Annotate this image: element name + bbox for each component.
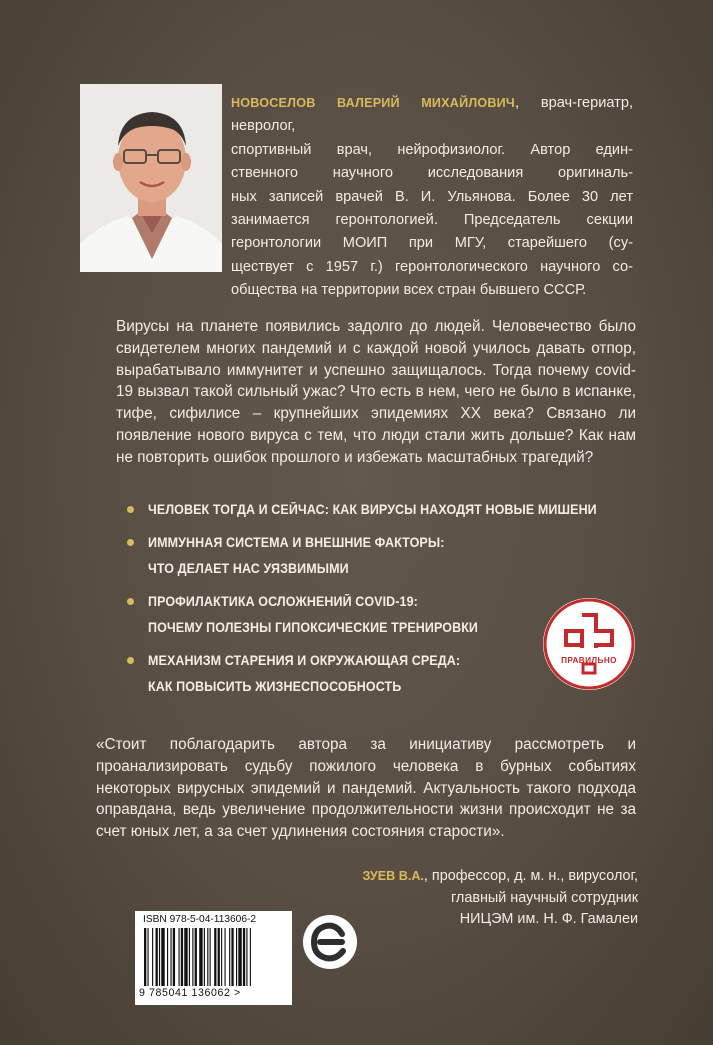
barcode-bar: [246, 928, 247, 986]
barcode-bar: [156, 928, 158, 986]
bio-line: ственного научного исследования оригиналь-: [231, 165, 633, 182]
barcode-icon: [143, 928, 285, 988]
bio-line: спортивный врач, нейрофизиолог. Автор един-: [231, 141, 633, 158]
barcode-bar: [231, 928, 233, 986]
author-bio: [231, 92, 633, 303]
barcode-bar: [147, 928, 148, 986]
barcode-bar: [189, 928, 190, 986]
topic-line: ПРОФИЛАКТИКА ОСЛОЖНЕНИЙ COVID-19:: [148, 594, 418, 609]
barcode-bar: [250, 928, 251, 986]
review-quote: «Стоит поблагодарить автора за инициативу рассмотреть и проанализировать судьбу пожилого человека в бурных событиях некоторых вирусных эпидемий и пандемий. Актуальность такого подхода оправдана, ведь увеличение продолжительности жизни происходит не за счет юных лет, а за счет удлинения состояния старости».: [96, 736, 636, 841]
bullet-dot-icon: [127, 506, 134, 513]
medical-cross-icon: [543, 598, 635, 690]
barcode-bar: [144, 928, 146, 986]
barcode-bar: [179, 928, 180, 986]
reviewer-name: ЗУЕВ В.А.: [362, 869, 424, 883]
barcode-bar: [159, 928, 160, 986]
barcode-bar: [225, 928, 226, 986]
isbn-text: ISBN 978-5-04-113606-2: [143, 914, 257, 925]
bio-line-1: НОВОСЕЛОВ ВАЛЕРИЙ МИХАЙЛОВИЧ, врач-гериатр, невролог,: [231, 95, 633, 135]
barcode-digits: 9 785041 136062 >: [139, 987, 241, 999]
topic-line: МЕХАНИЗМ СТАРЕНИЯ И ОКРУЖАЮЩАЯ СРЕДА:: [148, 653, 461, 668]
intro-paragraph: Вирусы на планете появились задолго до людей. Человечество было свидетелем многих пандемий и с каждой новой училось давать отпор, вырабатывало иммунитет и успешно защищалось. Тогда почему covid-19 вызвал такой сильный ужас? Что есть в нем, чего не было в испанке, тифе, сифилисе – крупнейших эпидемиях XX века? Связано ли появление нового вируса с тем, что люди стали жить дольше? Как нам не повторить ошибок прошлого и избежать масштабных трагедий?: [116, 318, 636, 466]
attribution-line-1: ЗУЕВ В.А., профессор, д. м. н., вирусолог,: [362, 868, 638, 884]
barcode-bar: [204, 928, 205, 986]
topic-line: КАК ПОВЫСИТЬ ЖИЗНЕСПОСОБНОСТЬ: [148, 679, 402, 694]
barcode-bar: [238, 928, 241, 986]
bullet-dot-icon: [127, 598, 134, 605]
pravilno-badge: [543, 598, 635, 690]
author-photo: [80, 84, 222, 272]
barcode-bar: [207, 928, 208, 986]
barcode-bar: [218, 928, 220, 986]
attribution-line-3: НИЦЭМ им. Н. Ф. Гамалеи: [459, 911, 638, 928]
barcode-bar: [199, 928, 202, 986]
barcode-bar: [161, 928, 164, 986]
bullet-dot-icon: [127, 539, 134, 546]
barcode-bar: [210, 928, 211, 986]
barcode-bar: [181, 928, 183, 986]
barcode-bar: [170, 928, 171, 986]
topic-line: ИММУННАЯ СИСТЕМА И ВНЕШНИЕ ФАКТОРЫ:: [148, 535, 445, 550]
bio-line: геронтологии МОИП при МГУ, старейшего (су-: [231, 235, 633, 252]
bio-line: ных записей врачей В. И. Ульянова. Более 30 лет: [231, 188, 633, 205]
topic-line: ЧЕЛОВЕК ТОГДА И СЕЙЧАС: КАК ВИРУСЫ НАХОДЯТ НОВЫЕ МИШЕНИ: [148, 502, 597, 517]
barcode-bar: [195, 928, 197, 986]
bio-line: ществует с 1957 г.) геронтологического научного со-: [231, 258, 633, 275]
badge-label: ПРАВИЛЬНО: [561, 656, 617, 665]
author-name: НОВОСЕЛОВ ВАЛЕРИЙ МИХАЙЛОВИЧ: [231, 96, 515, 110]
quote-attribution: [362, 866, 638, 931]
topic-line: ПОЧЕМУ ПОЛЕЗНЫ ГИПОКСИЧЕСКИЕ ТРЕНИРОВКИ: [148, 620, 479, 635]
barcode-bar: [243, 928, 245, 986]
author-portrait-icon: [80, 84, 222, 272]
barcode-bar: [167, 928, 168, 986]
topic-line: ЧТО ДЕЛАЕТ НАС УЯЗВИМЫМИ: [148, 561, 349, 576]
barcode-bar: [229, 928, 230, 986]
list-item: [124, 497, 644, 523]
barcode-bar: [152, 928, 153, 986]
barcode-bar: [214, 928, 216, 986]
barcode-bar: [184, 928, 187, 986]
barcode-bar: [192, 928, 193, 986]
list-item: [124, 530, 644, 582]
attribution-line-2: главный научный сотрудник: [451, 889, 638, 906]
bio-line: общества на территории всех стран бывшего СССР.: [231, 282, 587, 299]
bio-line: занимается геронтологией. Председатель секции: [231, 212, 633, 229]
barcode-bar: [236, 928, 237, 986]
bullet-dot-icon: [127, 657, 134, 664]
barcode-bar: [221, 928, 222, 986]
barcode-bar: [173, 928, 175, 986]
isbn-barcode: [135, 911, 292, 1005]
publisher-logo-icon: [302, 914, 358, 970]
